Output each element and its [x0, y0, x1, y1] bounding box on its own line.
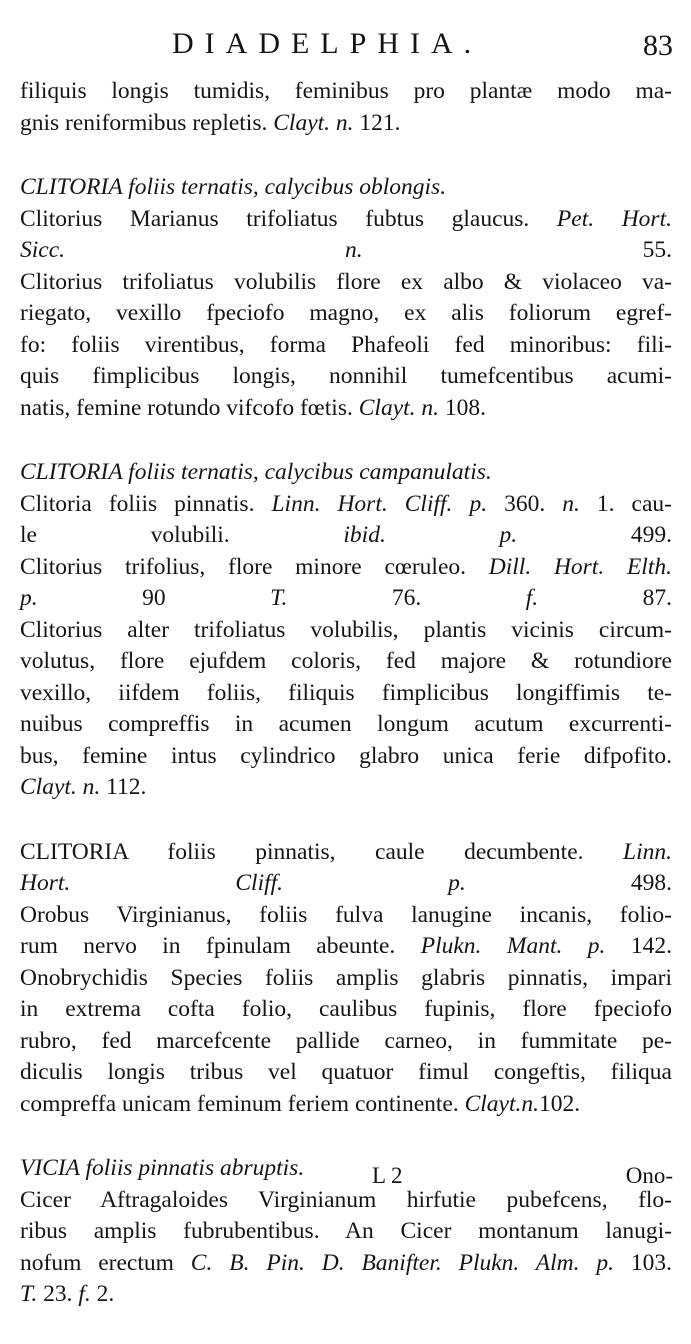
text-span: f.: [78, 1281, 91, 1307]
text-span: Plukn. Mant. p.: [420, 933, 606, 959]
text-span: rum nervo in fpinulam abeunte.: [20, 933, 421, 959]
running-head: DIADELPHIA.: [172, 27, 483, 60]
text-span: Linn.: [623, 838, 672, 865]
text-span: quis fimplicibus longis, nonnihil tumefcentibus acumi-: [20, 363, 672, 389]
text-line: [20, 994, 672, 1026]
entry-heading: [20, 457, 672, 489]
text-line: [20, 204, 672, 236]
text-line: [20, 298, 672, 330]
text-span: Clayt.n.: [464, 1090, 540, 1117]
text-span: Pet. Hort.: [556, 205, 672, 232]
text-line: [20, 1248, 672, 1280]
text-span: gnis reniformibus repletis.: [20, 109, 274, 136]
text-span: 102.: [539, 1090, 581, 1117]
text-line: [20, 583, 672, 615]
text-span: 499.: [517, 522, 673, 548]
text-line: [20, 552, 672, 584]
signature-mark: L 2: [372, 1163, 403, 1188]
text-span: vexillo, iifdem foliis, filiquis fimplicibus longiffimis te-: [20, 679, 672, 706]
text-span: 76.: [287, 585, 526, 611]
text-span: 112.: [100, 774, 147, 800]
text-span: in extrema cofta folio, caulibus fupinis, flore fpeciofo: [20, 996, 672, 1022]
text-span: ibid. p.: [343, 522, 518, 548]
text-span: CLITORIA foliis ternatis, calycibus oblongis.: [20, 174, 447, 200]
text-span: f.: [525, 585, 539, 611]
text-span: rubro, fed marcefcente pallide carneo, in fummitate pe-: [20, 1027, 672, 1054]
text-span: Orobus Virginianus, foliis fulva lanugine incanis, folio-: [20, 901, 672, 928]
text-span: volutus, flore ejufdem coloris, fed majore & rotundiore: [20, 648, 672, 674]
text-line: [20, 267, 672, 299]
page-number: 83: [643, 29, 673, 62]
text-span: p.: [20, 585, 38, 611]
text-line: [20, 1216, 672, 1248]
page-footer: [0, 1160, 691, 1196]
catchword: Ono-: [625, 1163, 673, 1188]
text-span: 23.: [37, 1281, 79, 1307]
text-line: [20, 837, 672, 869]
text-span: n.: [562, 490, 580, 517]
text-span: Clitorius trifoliatus volubilis flore ex albo & violaceo va-: [20, 268, 672, 295]
text-line: [20, 678, 672, 710]
text-line: [20, 963, 672, 995]
text-span: Cicer Aftragaloides Virginianum hirfutie pubefcens, flo-: [20, 1186, 672, 1213]
text-span: 87.: [538, 585, 673, 611]
text-span: compreffa unicam feminum feriem continente.: [20, 1090, 465, 1117]
text-span: Clayt. n.: [20, 774, 101, 800]
text-span: Sicc. n.: [20, 237, 363, 263]
text-span: nuibus compreffis in acumen longum acutum excurrenti-: [20, 711, 672, 737]
text-line: [20, 868, 672, 900]
text-line: [20, 615, 672, 647]
text-span: fo: foliis virentibus, forma Phafeoli fed minoribus: fili-: [20, 331, 672, 358]
text-span: 90: [37, 585, 271, 611]
entry: [20, 172, 672, 424]
text-span: Dill. Hort. Elth.: [488, 553, 672, 580]
text-line: [20, 1279, 672, 1311]
text-span: 55.: [362, 237, 673, 263]
text-span: 121.: [353, 109, 401, 136]
text-line: [20, 1089, 672, 1121]
text-line: [20, 76, 672, 108]
text-span: Hort. Cliff. p.: [20, 870, 466, 896]
text-span: nofum erectum: [20, 1249, 191, 1276]
text-span: 108.: [439, 394, 487, 421]
text-line: [20, 330, 672, 362]
text-span: Clitorius alter trifoliatus volubilis, plantis vicinis circum-: [20, 616, 672, 643]
text-span: 1. cau-: [579, 490, 672, 517]
text-span: ribus amplis fubrubentibus. An Cicer montanum lanugi-: [20, 1218, 672, 1244]
entry-heading: [20, 172, 672, 204]
text-span: Clayt. n.: [273, 109, 354, 136]
text-span: CLITORIA foliis pinnatis, caule decumbente.: [20, 838, 624, 865]
text-span: bus, femine intus cylindrico glabro unica ferie difpofito.: [20, 742, 672, 769]
text-span: VICIA foliis pinnatis abruptis.: [20, 1155, 305, 1181]
text-span: filiquis longis tumidis, feminibus pro plantæ modo ma-: [20, 78, 672, 104]
text-line: [20, 393, 672, 425]
text-span: riegato, vexillo fpeciofo magno, ex alis foliorum egref-: [20, 300, 672, 326]
text-span: Clitoria foliis pinnatis.: [20, 490, 272, 517]
text-line: [20, 1057, 672, 1089]
text-line: [20, 108, 672, 140]
text-line: [20, 489, 672, 521]
text-line: [20, 741, 672, 773]
text-span: 142.: [605, 933, 673, 959]
text-line: [20, 646, 672, 678]
entry: [20, 457, 672, 804]
entry: [20, 837, 672, 1121]
text-span: Clitorius Marianus trifoliatus fubtus glaucus.: [20, 205, 557, 232]
text-line: [20, 900, 672, 932]
text-line: [20, 709, 672, 741]
text-line: [20, 772, 672, 804]
text-span: le volubili.: [20, 522, 344, 548]
text-span: Clayt. n.: [358, 394, 440, 421]
page-header: [0, 26, 691, 66]
text-line: [20, 235, 672, 267]
text-span: CLITORIA foliis ternatis, calycibus campanulatis.: [20, 459, 492, 485]
text-line: [20, 1026, 672, 1058]
entry: [20, 76, 672, 139]
text-line: [20, 931, 672, 963]
text-span: C. B. Pin. D. Banifter. Plukn. Alm. p.: [190, 1249, 614, 1276]
text-span: natis, femine rotundo vifcofo fœtis.: [20, 394, 359, 421]
text-line: [20, 520, 672, 552]
text-span: diculis longis tribus vel quatuor fimul congeftis, filiqua: [20, 1059, 672, 1085]
text-span: 498.: [465, 870, 673, 896]
text-span: Linn. Hort. Cliff. p.: [271, 490, 488, 517]
text-span: 360.: [487, 490, 563, 517]
text-span: Onobrychidis Species foliis amplis glabris pinnatis, impari: [20, 964, 672, 991]
text-line: [20, 361, 672, 393]
text-span: 2.: [90, 1281, 115, 1307]
text-span: Clitorius trifolius, flore minore cœruleo.: [20, 553, 489, 580]
text-body: [20, 76, 672, 1344]
text-span: 103.: [614, 1249, 673, 1276]
text-span: T.: [20, 1281, 38, 1307]
text-span: T.: [270, 585, 288, 611]
